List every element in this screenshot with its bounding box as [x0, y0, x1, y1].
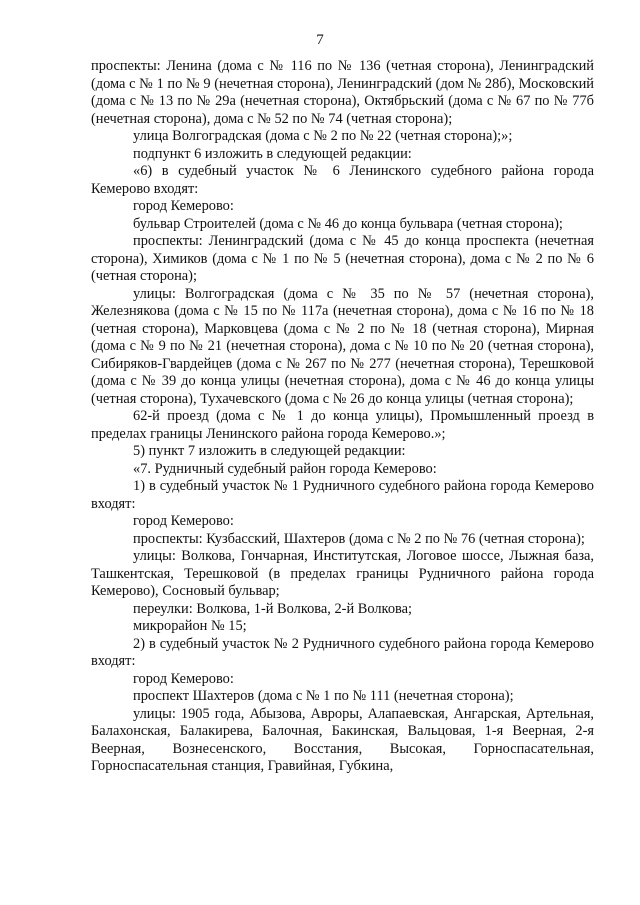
paragraph-prospects-rudnichny-1: проспекты: Кузбасский, Шахтеров (дома с № 2 по № 76 (четная сторона);: [133, 530, 585, 547]
paragraph-lanes-rudnichny-1: переулки: Волкова, 1-й Волкова, 2-й Волкова;: [133, 600, 413, 617]
paragraph-prospects-leninsky-5: проспекты: Ленина (дома с № 116 по № 136 (четная сторона), Ленинградский (дома с № 1 по № 9 (нечетная сторона), Ленинградский (дом № 28б), Московский (дома с № 13 по № 29а (нечетная сторона), Октябрьский (дома с № 67 по № 77б (нечетная сторона), дома с № 52 по № 74 (четная сторона);: [91, 58, 594, 127]
paragraph-volgogradskaya-street: улица Волгоградская (дома с № 2 по № 22 (четная сторона);»;: [133, 128, 513, 144]
paragraph-boulevard-stroiteley: бульвар Строителей (дома с № 46 до конца бульвара (четная сторона);: [133, 215, 563, 232]
paragraph-prospects-district-6: проспекты: Ленинградский (дома с № 45 до конца проспекта (нечетная сторона), Химиков (дома с № 1 по № 5 (нечетная сторона), дома с № 2 по № 6 (четная сторона);: [91, 233, 594, 284]
paragraph-rudnichny-district-heading: «7. Рудничный судебный район города Кемерово:: [133, 460, 437, 477]
paragraph-city-kemerovo: город Кемерово:: [133, 670, 234, 687]
paragraph-district-6-heading: «6) в судебный участок № 6 Ленинского судебного района города Кемерово входят:: [91, 163, 594, 197]
paragraph-microdistrict-15: микрорайон № 15;: [133, 618, 247, 634]
paragraph-prospect-shakhterov: проспект Шахтеров (дома с № 1 по № 111 (нечетная сторона);: [133, 688, 514, 704]
document-body: [91, 58, 594, 776]
paragraph-streets-district-6: улицы: Волгоградская (дома с № 35 по № 57 (нечетная сторона), Железнякова (дома с № 15 по № 117а (нечетная сторона), дома с № 16 по № 18 (четная сторона), Марковцева (дома с № 2 по № 18 (четная сторона), Мирная (дома с № 9 по № 21 (нечетная сторона), дома с № 10 по № 20 (четная сторона), Сибиряков-Гвардейцев (дома с № 267 по № 277 (нечетная сторона), Терешковой (дома с № 39 до конца улицы (нечетная сторона), дома с № 46 до конца улицы (четная сторона), Тухачевского (дома с № 26 до конца улицы (четная сторона);: [91, 285, 594, 407]
paragraph-rudnichny-district-2: 2) в судебный участок № 2 Рудничного судебного района города Кемерово входят:: [91, 635, 594, 669]
paragraph-city-kemerovo: город Кемерово:: [133, 513, 234, 529]
paragraph-streets-rudnichny-1: улицы: Волкова, Гончарная, Институтская, Логовое шоссе, Лыжная база, Ташкентская, Терешковой (в пределах границы Рудничного района города Кемерово), Сосновый бульвар;: [91, 548, 594, 599]
page-number: 7: [316, 32, 324, 48]
paragraph-rudnichny-district-1: 1) в судебный участок № 1 Рудничного судебного района города Кемерово входят:: [91, 478, 594, 512]
paragraph-streets-rudnichny-2: улицы: 1905 года, Абызова, Авроры, Алапаевская, Ангарская, Артельная, Балахонская, Балакирева, Балочная, Бакинская, Вальцовая, 1-я Веерная, 2-я Веерная, Вознесенского, Восстания, Высокая, Горноспасательная, Горноспасательная станция, Гравийная, Губкина,: [91, 705, 594, 774]
paragraph-item-5: 5) пункт 7 изложить в следующей редакции:: [133, 443, 406, 459]
paragraph-city-kemerovo: город Кемерово:: [133, 198, 234, 214]
paragraph-passages-district-6: 62-й проезд (дома с № 1 до конца улицы), Промышленный проезд в пределах границы Ленинского района города Кемерово.»;: [91, 408, 594, 442]
paragraph-subitem-6-intro: подпункт 6 изложить в следующей редакции:: [133, 145, 412, 162]
